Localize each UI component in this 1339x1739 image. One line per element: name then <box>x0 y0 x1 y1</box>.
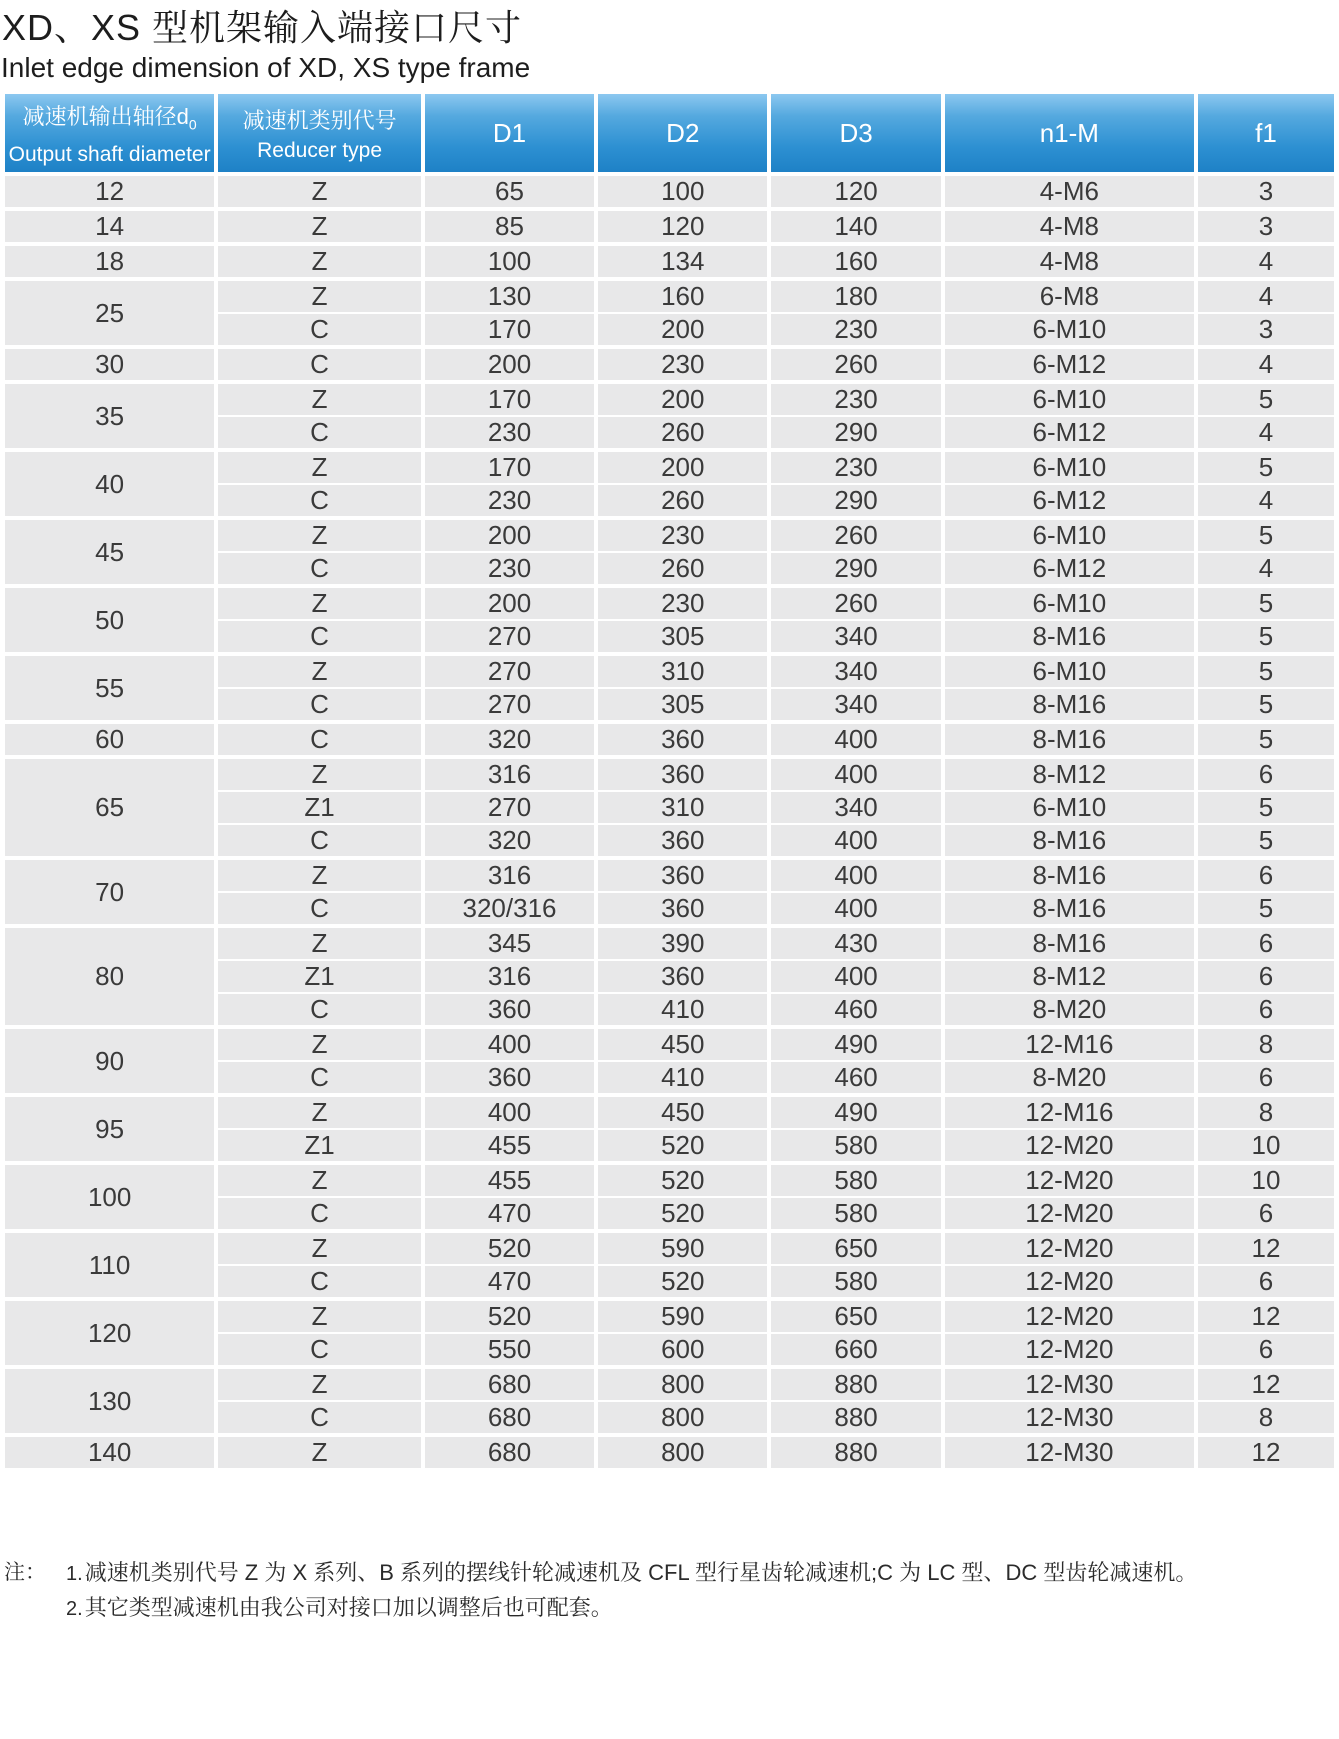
cell-d3: 260 <box>769 347 942 382</box>
cell-n1-m: 12-M20 <box>943 1231 1196 1265</box>
cell-n1-m: 8-M12 <box>943 960 1196 993</box>
cell-d1: 520 <box>423 1231 596 1265</box>
cell-reducer-type: Z <box>216 450 423 484</box>
cell-d3: 340 <box>769 688 942 722</box>
cell-d3: 490 <box>769 1095 942 1129</box>
cell-n1-m: 12-M30 <box>943 1367 1196 1401</box>
cell-n1-m: 8-M20 <box>943 1061 1196 1095</box>
cell-f1: 5 <box>1196 722 1336 757</box>
notes-body <box>66 1556 1197 1626</box>
cell-d1: 100 <box>423 244 596 279</box>
cell-d1: 320 <box>423 722 596 757</box>
cell-d2: 200 <box>596 382 769 416</box>
table-row <box>3 382 1336 416</box>
cell-reducer-type: Z <box>216 1435 423 1469</box>
cell-f1: 8 <box>1196 1027 1336 1061</box>
cell-d2: 600 <box>596 1333 769 1367</box>
header-output-shaft-diameter <box>3 93 216 174</box>
cell-reducer-type: Z <box>216 1027 423 1061</box>
cell-d2: 450 <box>596 1027 769 1061</box>
cell-f1: 6 <box>1196 757 1336 791</box>
cell-d1: 455 <box>423 1163 596 1197</box>
cell-d2: 100 <box>596 174 769 209</box>
cell-output-shaft-diameter: 90 <box>3 1027 216 1095</box>
cell-reducer-type: C <box>216 552 423 586</box>
cell-d2: 410 <box>596 993 769 1027</box>
cell-d3: 400 <box>769 858 942 892</box>
cell-d2: 200 <box>596 313 769 347</box>
cell-d2: 134 <box>596 244 769 279</box>
table-row <box>3 757 1336 791</box>
cell-n1-m: 12-M30 <box>943 1435 1196 1469</box>
cell-d3: 580 <box>769 1197 942 1231</box>
cell-d1: 360 <box>423 993 596 1027</box>
cell-f1: 5 <box>1196 892 1336 926</box>
cell-d3: 180 <box>769 279 942 313</box>
cell-f1: 5 <box>1196 586 1336 620</box>
cell-output-shaft-diameter: 50 <box>3 586 216 654</box>
cell-reducer-type: Z <box>216 1299 423 1333</box>
cell-output-shaft-diameter: 120 <box>3 1299 216 1367</box>
cell-d2: 120 <box>596 209 769 244</box>
cell-f1: 3 <box>1196 313 1336 347</box>
table-row <box>3 1299 1336 1333</box>
header-col1-en: Output shaft diameter <box>8 142 211 166</box>
cell-d1: 170 <box>423 313 596 347</box>
cell-d3: 660 <box>769 1333 942 1367</box>
cell-d1: 320 <box>423 824 596 858</box>
cell-f1: 10 <box>1196 1163 1336 1197</box>
table-row <box>3 209 1336 244</box>
header-f1: f1 <box>1196 93 1336 174</box>
cell-reducer-type: C <box>216 1061 423 1095</box>
cell-d2: 230 <box>596 347 769 382</box>
cell-reducer-type: C <box>216 688 423 722</box>
cell-reducer-type: C <box>216 892 423 926</box>
cell-d3: 460 <box>769 1061 942 1095</box>
page-title: XD、XS 型机架输入端接口尺寸 <box>2 7 523 48</box>
cell-d2: 360 <box>596 892 769 926</box>
cell-output-shaft-diameter: 12 <box>3 174 216 209</box>
cell-d2: 360 <box>596 858 769 892</box>
cell-reducer-type: C <box>216 620 423 654</box>
cell-output-shaft-diameter: 14 <box>3 209 216 244</box>
cell-output-shaft-diameter: 55 <box>3 654 216 722</box>
cell-reducer-type: C <box>216 484 423 518</box>
cell-d2: 360 <box>596 757 769 791</box>
cell-d3: 400 <box>769 757 942 791</box>
cell-output-shaft-diameter: 60 <box>3 722 216 757</box>
cell-n1-m: 6-M12 <box>943 552 1196 586</box>
cell-output-shaft-diameter: 95 <box>3 1095 216 1163</box>
cell-n1-m: 12-M20 <box>943 1163 1196 1197</box>
cell-d2: 360 <box>596 824 769 858</box>
cell-d1: 270 <box>423 688 596 722</box>
cell-d1: 200 <box>423 586 596 620</box>
cell-reducer-type: Z <box>216 1095 423 1129</box>
cell-n1-m: 6-M10 <box>943 313 1196 347</box>
cell-f1: 6 <box>1196 1333 1336 1367</box>
cell-d3: 260 <box>769 518 942 552</box>
cell-d2: 305 <box>596 620 769 654</box>
cell-d2: 590 <box>596 1299 769 1333</box>
cell-n1-m: 8-M20 <box>943 993 1196 1027</box>
cell-d2: 800 <box>596 1367 769 1401</box>
cell-n1-m: 12-M20 <box>943 1129 1196 1163</box>
cell-d3: 650 <box>769 1231 942 1265</box>
cell-reducer-type: C <box>216 1401 423 1435</box>
cell-n1-m: 12-M30 <box>943 1401 1196 1435</box>
cell-n1-m: 4-M6 <box>943 174 1196 209</box>
table-row <box>3 926 1336 960</box>
table-row <box>3 1367 1336 1401</box>
cell-d2: 360 <box>596 722 769 757</box>
cell-d3: 290 <box>769 484 942 518</box>
page-subtitle: Inlet edge dimension of XD, XS type frame <box>1 52 531 83</box>
table-row <box>3 722 1336 757</box>
cell-f1: 3 <box>1196 209 1336 244</box>
table-header <box>3 93 1336 174</box>
cell-d3: 580 <box>769 1163 942 1197</box>
cell-n1-m: 12-M20 <box>943 1197 1196 1231</box>
note-item-2 <box>66 1591 1197 1626</box>
cell-d3: 340 <box>769 620 942 654</box>
cell-reducer-type: Z <box>216 926 423 960</box>
cell-f1: 6 <box>1196 1197 1336 1231</box>
cell-f1: 4 <box>1196 279 1336 313</box>
cell-d1: 270 <box>423 620 596 654</box>
cell-reducer-type: Z <box>216 174 423 209</box>
cell-d3: 260 <box>769 586 942 620</box>
cell-d1: 170 <box>423 382 596 416</box>
table-row <box>3 654 1336 688</box>
cell-f1: 12 <box>1196 1299 1336 1333</box>
cell-d3: 460 <box>769 993 942 1027</box>
cell-d2: 260 <box>596 552 769 586</box>
cell-d1: 130 <box>423 279 596 313</box>
cell-n1-m: 12-M20 <box>943 1299 1196 1333</box>
cell-reducer-type: C <box>216 1333 423 1367</box>
cell-output-shaft-diameter: 30 <box>3 347 216 382</box>
cell-n1-m: 12-M16 <box>943 1095 1196 1129</box>
cell-d1: 316 <box>423 960 596 993</box>
cell-f1: 5 <box>1196 518 1336 552</box>
cell-f1: 3 <box>1196 174 1336 209</box>
cell-output-shaft-diameter: 65 <box>3 757 216 858</box>
note-number-2: 2. <box>66 1598 83 1620</box>
cell-reducer-type: C <box>216 1197 423 1231</box>
cell-f1: 5 <box>1196 450 1336 484</box>
cell-f1: 12 <box>1196 1231 1336 1265</box>
cell-reducer-type: C <box>216 1265 423 1299</box>
cell-f1: 4 <box>1196 484 1336 518</box>
cell-d3: 430 <box>769 926 942 960</box>
table-row <box>3 1435 1336 1469</box>
cell-n1-m: 6-M10 <box>943 654 1196 688</box>
cell-d2: 450 <box>596 1095 769 1129</box>
cell-n1-m: 12-M20 <box>943 1265 1196 1299</box>
cell-n1-m: 6-M10 <box>943 586 1196 620</box>
table-row <box>3 1163 1336 1197</box>
cell-d2: 520 <box>596 1265 769 1299</box>
table-row <box>3 858 1336 892</box>
cell-d1: 270 <box>423 791 596 824</box>
cell-d1: 360 <box>423 1061 596 1095</box>
cell-n1-m: 6-M10 <box>943 791 1196 824</box>
cell-d1: 680 <box>423 1435 596 1469</box>
cell-d1: 400 <box>423 1027 596 1061</box>
cell-d3: 400 <box>769 892 942 926</box>
cell-d1: 230 <box>423 484 596 518</box>
cell-output-shaft-diameter: 140 <box>3 1435 216 1469</box>
cell-d2: 230 <box>596 518 769 552</box>
cell-d2: 305 <box>596 688 769 722</box>
cell-reducer-type: C <box>216 416 423 450</box>
cell-f1: 4 <box>1196 416 1336 450</box>
cell-output-shaft-diameter: 70 <box>3 858 216 926</box>
cell-output-shaft-diameter: 100 <box>3 1163 216 1231</box>
cell-n1-m: 8-M16 <box>943 858 1196 892</box>
cell-n1-m: 8-M16 <box>943 892 1196 926</box>
cell-d1: 455 <box>423 1129 596 1163</box>
cell-reducer-type: C <box>216 993 423 1027</box>
cell-d1: 200 <box>423 518 596 552</box>
cell-n1-m: 6-M8 <box>943 279 1196 313</box>
cell-output-shaft-diameter: 45 <box>3 518 216 586</box>
cell-d1: 85 <box>423 209 596 244</box>
cell-n1-m: 8-M12 <box>943 757 1196 791</box>
cell-d3: 230 <box>769 382 942 416</box>
header-d2: D2 <box>596 93 769 174</box>
cell-d3: 880 <box>769 1401 942 1435</box>
table-row <box>3 1027 1336 1061</box>
cell-d2: 590 <box>596 1231 769 1265</box>
cell-d3: 400 <box>769 824 942 858</box>
cell-output-shaft-diameter: 130 <box>3 1367 216 1435</box>
table-row <box>3 347 1336 382</box>
cell-output-shaft-diameter: 25 <box>3 279 216 347</box>
cell-d1: 200 <box>423 347 596 382</box>
cell-n1-m: 12-M20 <box>943 1333 1196 1367</box>
cell-d1: 270 <box>423 654 596 688</box>
notes <box>4 1556 1339 1626</box>
cell-n1-m: 6-M12 <box>943 347 1196 382</box>
note-item-1 <box>66 1556 1197 1591</box>
cell-reducer-type: C <box>216 347 423 382</box>
cell-d1: 680 <box>423 1367 596 1401</box>
cell-f1: 6 <box>1196 1061 1336 1095</box>
cell-f1: 5 <box>1196 382 1336 416</box>
header-reducer-type <box>216 93 423 174</box>
note-text-2: 其它类型减速机由我公司对接口加以调整后也可配套。 <box>84 1595 613 1620</box>
cell-reducer-type: Z <box>216 757 423 791</box>
cell-d3: 400 <box>769 722 942 757</box>
cell-n1-m: 8-M16 <box>943 620 1196 654</box>
cell-d2: 230 <box>596 586 769 620</box>
cell-d2: 520 <box>596 1129 769 1163</box>
cell-output-shaft-diameter: 80 <box>3 926 216 1027</box>
cell-f1: 6 <box>1196 926 1336 960</box>
cell-f1: 6 <box>1196 960 1336 993</box>
cell-reducer-type: Z <box>216 1231 423 1265</box>
cell-f1: 8 <box>1196 1095 1336 1129</box>
cell-f1: 5 <box>1196 824 1336 858</box>
header-n1-m: n1-M <box>943 93 1196 174</box>
cell-d3: 290 <box>769 552 942 586</box>
cell-output-shaft-diameter: 40 <box>3 450 216 518</box>
cell-d3: 580 <box>769 1129 942 1163</box>
cell-f1: 4 <box>1196 552 1336 586</box>
cell-reducer-type: Z <box>216 244 423 279</box>
cell-reducer-type: Z <box>216 382 423 416</box>
cell-d2: 310 <box>596 654 769 688</box>
cell-reducer-type: C <box>216 824 423 858</box>
cell-d1: 680 <box>423 1401 596 1435</box>
cell-n1-m: 6-M10 <box>943 450 1196 484</box>
cell-n1-m: 6-M12 <box>943 484 1196 518</box>
cell-reducer-type: Z1 <box>216 1129 423 1163</box>
cell-n1-m: 4-M8 <box>943 209 1196 244</box>
cell-d3: 880 <box>769 1367 942 1401</box>
cell-reducer-type: Z <box>216 1367 423 1401</box>
cell-d1: 65 <box>423 174 596 209</box>
cell-reducer-type: Z1 <box>216 960 423 993</box>
cell-output-shaft-diameter: 110 <box>3 1231 216 1299</box>
cell-f1: 6 <box>1196 993 1336 1027</box>
cell-d1: 316 <box>423 858 596 892</box>
cell-d3: 290 <box>769 416 942 450</box>
table-row <box>3 518 1336 552</box>
cell-reducer-type: Z <box>216 1163 423 1197</box>
cell-reducer-type: Z <box>216 209 423 244</box>
cell-d2: 200 <box>596 450 769 484</box>
table-row <box>3 174 1336 209</box>
cell-d3: 880 <box>769 1435 942 1469</box>
table-row <box>3 279 1336 313</box>
cell-d3: 230 <box>769 450 942 484</box>
cell-d1: 470 <box>423 1265 596 1299</box>
cell-n1-m: 8-M16 <box>943 926 1196 960</box>
cell-reducer-type: Z <box>216 654 423 688</box>
cell-d1: 400 <box>423 1095 596 1129</box>
cell-f1: 8 <box>1196 1401 1336 1435</box>
cell-n1-m: 8-M16 <box>943 824 1196 858</box>
cell-d3: 340 <box>769 654 942 688</box>
cell-output-shaft-diameter: 35 <box>3 382 216 450</box>
table-row <box>3 450 1336 484</box>
cell-f1: 6 <box>1196 1265 1336 1299</box>
cell-d1: 230 <box>423 552 596 586</box>
cell-reducer-type: Z <box>216 586 423 620</box>
note-text-1: 减速机类别代号 Z 为 X 系列、B 系列的摆线针轮减速机及 CFL 型行星齿轮减速机;C 为 LC 型、DC 型齿轮减速机。 <box>84 1560 1198 1585</box>
table-row <box>3 1095 1336 1129</box>
header-col1-zh: 减速机输出轴径$d_0$ <box>22 104 197 133</box>
cell-f1: 5 <box>1196 654 1336 688</box>
cell-reducer-type: Z <box>216 858 423 892</box>
cell-d3: 230 <box>769 313 942 347</box>
cell-d1: 470 <box>423 1197 596 1231</box>
cell-f1: 5 <box>1196 620 1336 654</box>
cell-n1-m: 6-M10 <box>943 518 1196 552</box>
table-body <box>3 174 1336 1469</box>
cell-d2: 260 <box>596 484 769 518</box>
cell-d2: 260 <box>596 416 769 450</box>
cell-output-shaft-diameter: 18 <box>3 244 216 279</box>
cell-n1-m: 4-M8 <box>943 244 1196 279</box>
cell-f1: 10 <box>1196 1129 1336 1163</box>
cell-d3: 580 <box>769 1265 942 1299</box>
header-d1: D1 <box>423 93 596 174</box>
cell-d1: 520 <box>423 1299 596 1333</box>
cell-d2: 410 <box>596 1061 769 1095</box>
table-row <box>3 586 1336 620</box>
cell-d1: 316 <box>423 757 596 791</box>
cell-d3: 400 <box>769 960 942 993</box>
cell-n1-m: 6-M12 <box>943 416 1196 450</box>
cell-f1: 5 <box>1196 791 1336 824</box>
cell-d2: 160 <box>596 279 769 313</box>
header-col2-en: Reducer type <box>257 139 383 162</box>
cell-n1-m: 8-M16 <box>943 722 1196 757</box>
cell-n1-m: 8-M16 <box>943 688 1196 722</box>
cell-d3: 140 <box>769 209 942 244</box>
cell-reducer-type: Z1 <box>216 791 423 824</box>
cell-f1: 12 <box>1196 1367 1336 1401</box>
cell-d3: 490 <box>769 1027 942 1061</box>
cell-d2: 390 <box>596 926 769 960</box>
cell-d2: 520 <box>596 1197 769 1231</box>
note-number-1: 1. <box>66 1563 83 1585</box>
notes-label: 注： <box>4 1561 46 1584</box>
cell-d2: 520 <box>596 1163 769 1197</box>
cell-f1: 4 <box>1196 347 1336 382</box>
cell-d1: 550 <box>423 1333 596 1367</box>
cell-d2: 310 <box>596 791 769 824</box>
cell-d2: 800 <box>596 1401 769 1435</box>
header-d3: D3 <box>769 93 942 174</box>
cell-d1: 170 <box>423 450 596 484</box>
cell-f1: 4 <box>1196 244 1336 279</box>
cell-d3: 120 <box>769 174 942 209</box>
cell-d2: 360 <box>596 960 769 993</box>
cell-f1: 6 <box>1196 858 1336 892</box>
cell-reducer-type: C <box>216 722 423 757</box>
cell-d3: 160 <box>769 244 942 279</box>
cell-n1-m: 12-M16 <box>943 1027 1196 1061</box>
table-row <box>3 1231 1336 1265</box>
dimension-table <box>1 92 1338 1470</box>
cell-d3: 340 <box>769 791 942 824</box>
cell-d2: 800 <box>596 1435 769 1469</box>
cell-n1-m: 6-M10 <box>943 382 1196 416</box>
header-col2-zh: 减速机类别代号 <box>242 108 397 133</box>
table-row <box>3 244 1336 279</box>
cell-reducer-type: Z <box>216 279 423 313</box>
catalog-page <box>0 6 1339 1739</box>
cell-d1: 320/316 <box>423 892 596 926</box>
cell-d1: 345 <box>423 926 596 960</box>
cell-d3: 650 <box>769 1299 942 1333</box>
cell-reducer-type: Z <box>216 518 423 552</box>
cell-reducer-type: C <box>216 313 423 347</box>
cell-d1: 230 <box>423 416 596 450</box>
cell-f1: 12 <box>1196 1435 1336 1469</box>
cell-f1: 5 <box>1196 688 1336 722</box>
